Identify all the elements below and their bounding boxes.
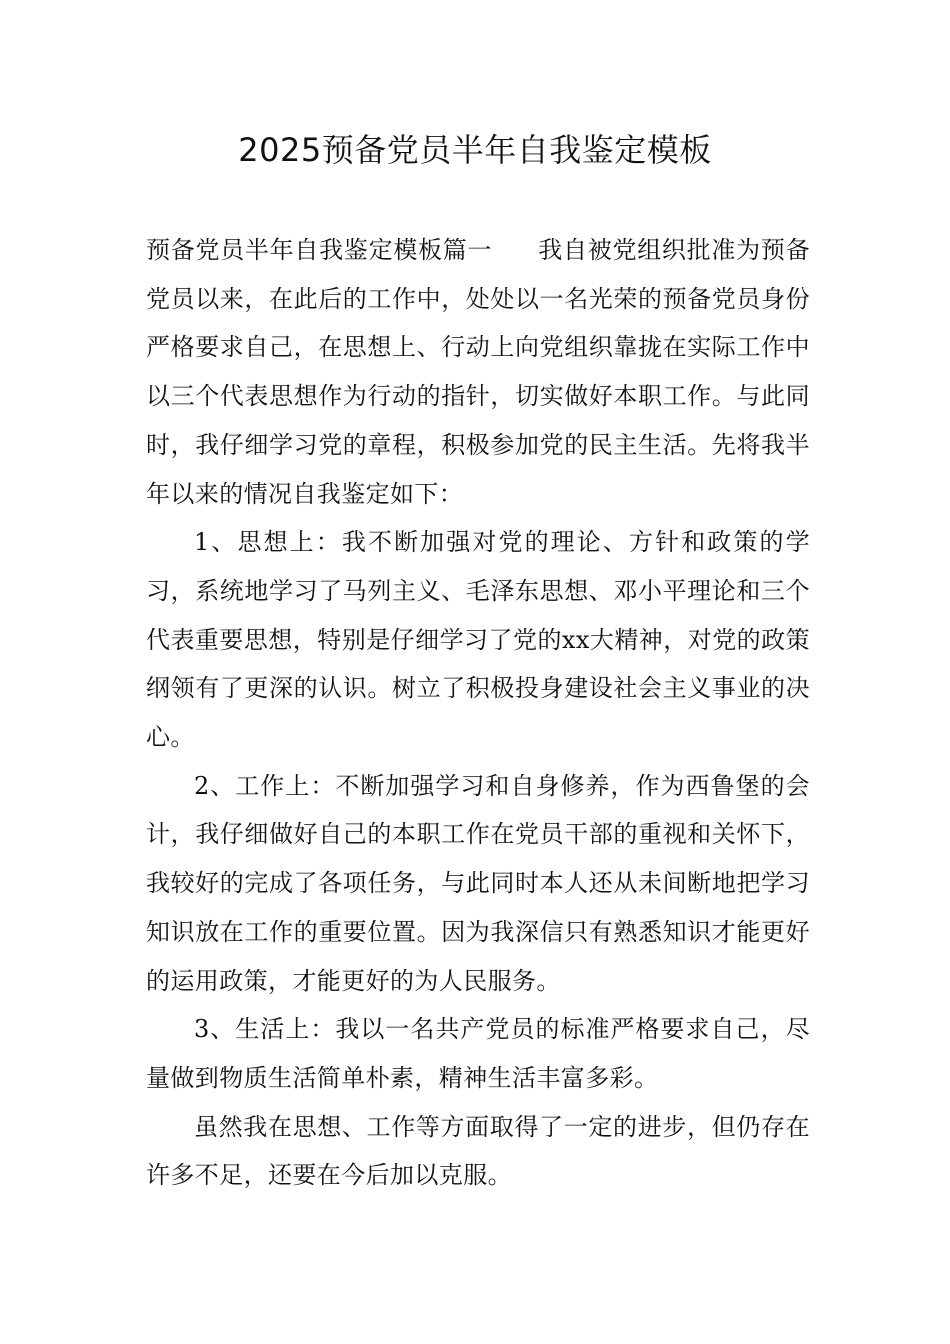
paragraph-intro-text: 我自被党组织批准为预备党员以来，在此后的工作中，处处以一名光荣的预备党员身份严格要求自己，在思想上、行动上向党组织靠拢在实际工作中以三个代表思想作为行动的指针，切实做好本职工作。与此同时，我仔细学习党的章程，积极参加党的民主生活。先将我半年以来的情况自我鉴定如下： — [146, 236, 810, 508]
paragraph-thought: 1、思想上：我不断加强对党的理论、方针和政策的学习，系统地学习了马列主义、毛泽东思想、邓小平理论和三个代表重要思想，特别是仔细学习了党的xx大精神，对党的政策纲领有了更深的认识。树立了积极投身建设社会主义事业的决心。 — [146, 528, 810, 752]
paragraph-conclusion: 虽然我在思想、工作等方面取得了一定的进步，但仍存在许多不足，还要在今后加以克服。 — [146, 1112, 810, 1190]
paragraph-life: 3、生活上：我以一名共产党员的标准严格要求自己，尽量做到物质生活简单朴素，精神生活丰富多彩。 — [146, 1015, 810, 1092]
document-title: 2025预备党员半年自我鉴定模板 — [238, 131, 712, 169]
paragraph-work: 2、工作上：不断加强学习和自身修养，作为西鲁堡的会计，我仔细做好自己的本职工作在党员干部的重视和关怀下，我较好的完成了各项任务，与此同时本人还从未间断地把学习知识放在工作的重要位置。因为我深信只有熟悉知识才能更好的运用政策，才能更好的为人民服务。 — [146, 771, 810, 995]
document-body — [146, 226, 810, 1200]
paragraph-intro — [146, 226, 810, 518]
section-heading: 预备党员半年自我鉴定模板篇一 — [146, 236, 493, 264]
